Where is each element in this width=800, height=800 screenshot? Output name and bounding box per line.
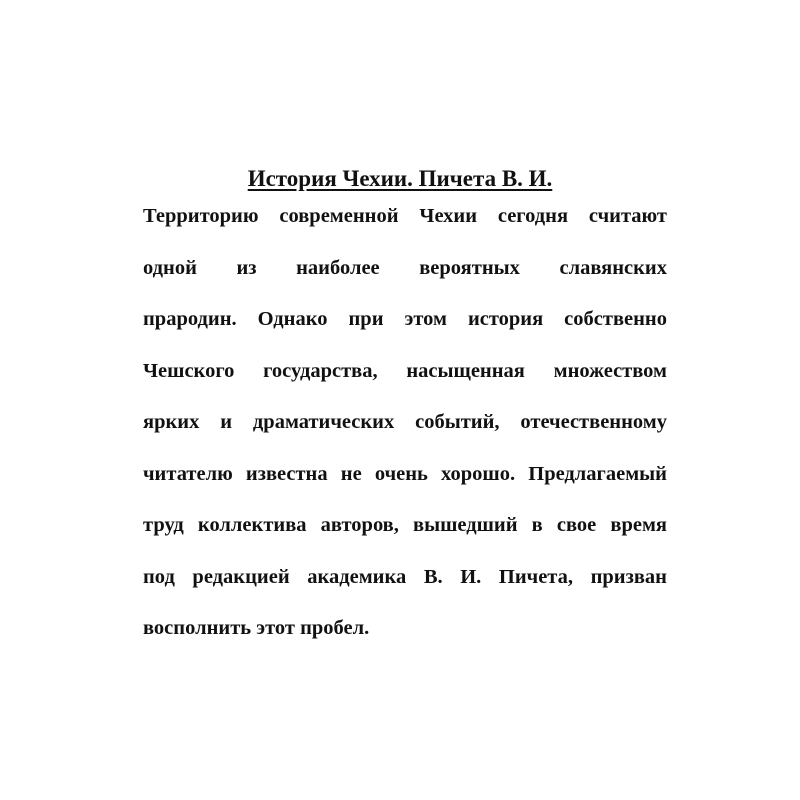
text-line: ярких и драматических событий, отечественному xyxy=(143,411,667,433)
text-line: одной из наиболее вероятных славянских xyxy=(143,256,667,279)
text-line: под редакцией академика В. И. Пичета, призван xyxy=(143,565,667,588)
text-line: труд коллектива авторов, вышедший в свое время xyxy=(143,514,667,536)
text-line: восполнить этот пробел. xyxy=(143,617,370,639)
document-body xyxy=(143,198,667,662)
text-line: Чешского государства, насыщенная множеством xyxy=(143,359,667,382)
document-title: История Чехии. Пичета В. И. xyxy=(247,166,553,191)
text-line: Территорию современной Чехии сегодня считают xyxy=(143,205,667,227)
text-line: читателю известна не очень хорошо. Предлагаемый xyxy=(143,462,667,485)
text-line: прародин. Однако при этом история собственно xyxy=(143,308,667,330)
